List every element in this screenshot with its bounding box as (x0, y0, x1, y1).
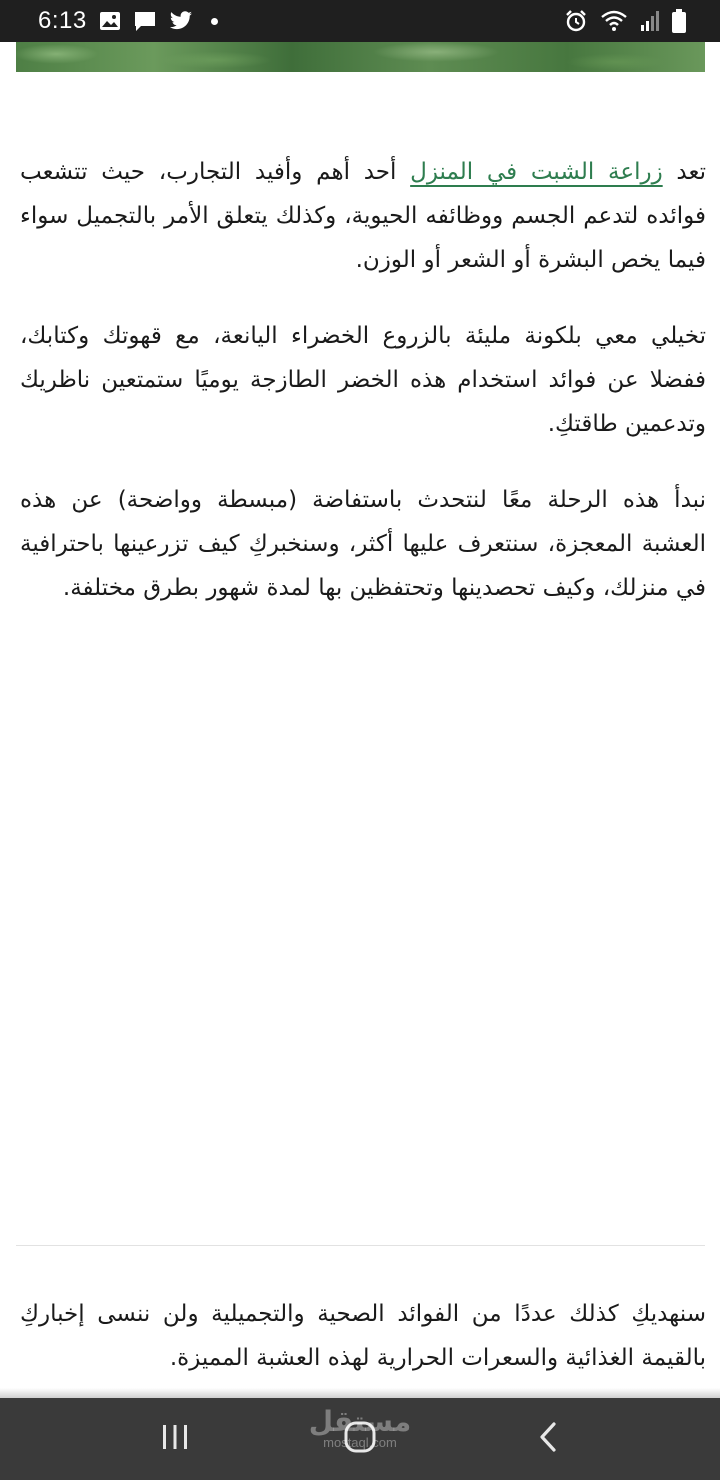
paragraph-suffix: أحد أهم وأفيد التجارب، حيث تتشعب فوائده لتدعم الجسم ووظائفه الحيوية، وكذلك يتعلق الأمر بالتجميل سواء فيما يخص البشرة أو الشعر أو الوزن. (20, 159, 706, 273)
battery-icon (672, 9, 686, 33)
article-link[interactable]: زراعة الشبت في المنزل (410, 159, 663, 185)
article-paragraph: سنهديكِ كذلك عددًا من الفوائد الصحية والتجميلية ولن ننسى إخباركِ بالقيمة الغذائية والسعرات الحرارية لهذه العشبة المميزة. (20, 1301, 706, 1371)
article-paragraph: نبدأ هذه الرحلة معًا لنتحدث باستفاضة (مبسطة وواضحة) عن هذه العشبة المعجزة، سنتعرف عليها أكثر، وسنخبركِ كيف تزرعينها باحترافية في منزلك، وكيف تحصدينها وتحتفظين بها لمدة شهور بطرق مختلفة. (20, 487, 706, 601)
watermark-arabic: مستقل (308, 1405, 412, 1438)
article-paragraph (20, 150, 706, 282)
status-left (38, 7, 218, 35)
recent-apps-icon (160, 1423, 190, 1455)
status-bar (0, 0, 720, 42)
alarm-icon (564, 9, 588, 33)
image-icon (99, 11, 121, 31)
back-button[interactable] (488, 1398, 608, 1480)
article-paragraph: تخيلي معي بلكونة مليئة بالزروع الخضراء اليانعة، مع قهوتك وكتابك، ففضلا عن فوائد استخدام هذه الخضر الطازجة يوميًا ستمتعين ناظريك وتدعمين طاقتكِ. (20, 323, 706, 437)
watermark-english: mostaql.com (323, 1435, 397, 1450)
divider (16, 1245, 705, 1246)
navigation-bar (0, 1398, 720, 1480)
hero-image (16, 42, 705, 72)
recent-apps-button[interactable] (115, 1398, 235, 1480)
signal-icon (640, 10, 660, 32)
ad-space (16, 680, 705, 1240)
home-icon (343, 1420, 377, 1458)
wifi-icon (600, 10, 628, 32)
message-icon (133, 10, 157, 32)
clock: 6:13 (38, 7, 87, 34)
status-right (564, 9, 686, 33)
content-bottom-shadow (0, 1388, 720, 1398)
paragraph-prefix: تعد (662, 159, 707, 185)
back-icon (537, 1421, 559, 1457)
notification-dot-icon (211, 18, 218, 25)
home-button[interactable] (300, 1398, 420, 1480)
twitter-icon (169, 11, 193, 31)
